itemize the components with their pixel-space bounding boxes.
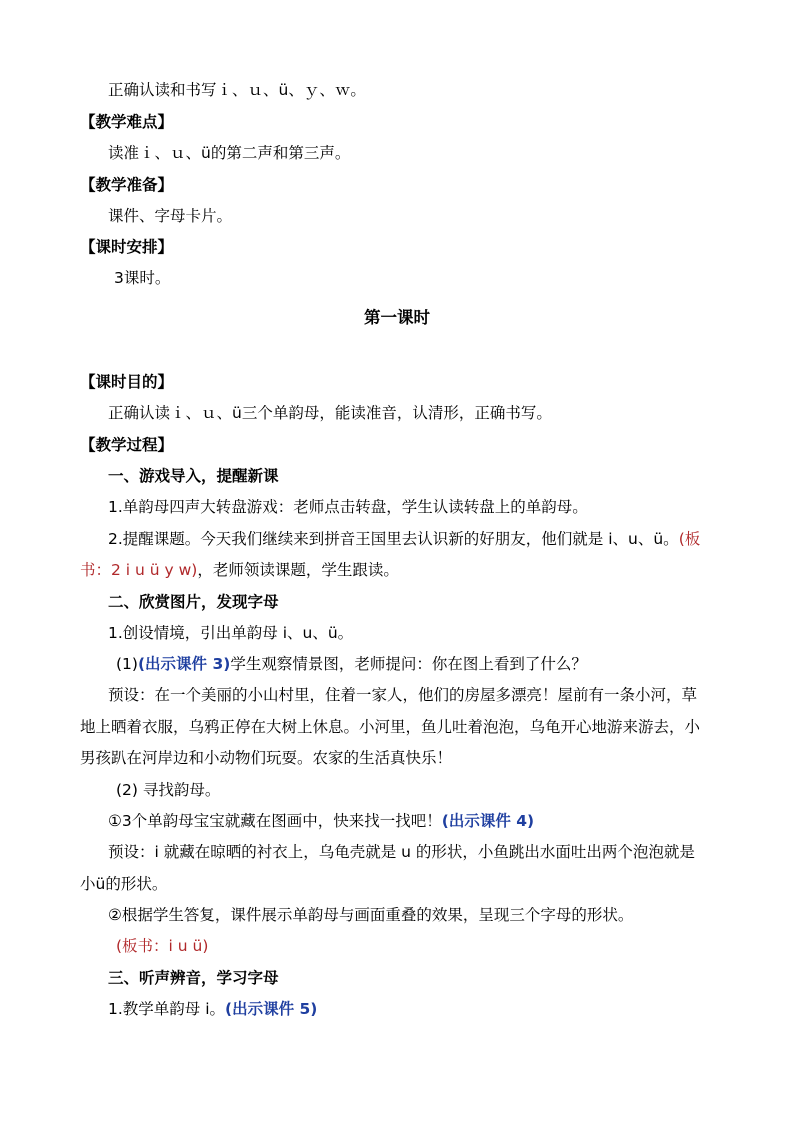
text-segment: ，老师领读课题，学生跟读。 [197, 561, 399, 579]
text-line: 男孩趴在河岸边和小动物们玩耍。农家的生活真快乐！ [80, 749, 453, 767]
text-line: 课件、字母卡片。 [108, 207, 233, 225]
text-line [80, 559, 399, 581]
text-line: 预设：i 就藏在晾晒的衬衣上，乌龟壳就是 u 的形状，小鱼跳出水面吐出两个泡泡就是 [108, 843, 695, 861]
text-segment: 1.教学单韵母 i。 [108, 1000, 226, 1018]
text-line: 小ü的形状。 [80, 875, 168, 893]
section-heading: 【教学过程】 [80, 436, 174, 454]
text-line: 预设：在一个美丽的小山村里，住着一家人，他们的房屋多漂亮！屋前有一条小河，草 [108, 686, 698, 704]
text-line: 正确认读ｉ、ｕ、ü三个单韵母，能读准音，认清形，正确书写。 [108, 404, 552, 422]
courseware-note: (出示课件 5) [225, 1000, 318, 1018]
page-title: 第一课时 [364, 308, 430, 327]
text-line: 地上晒着衣服，乌鸦正停在大树上休息。小河里，鱼儿吐着泡泡，乌龟开心地游来游去，小 [80, 718, 701, 736]
text-segment: (1) [116, 655, 138, 673]
text-line: (2) 寻找韵母。 [116, 781, 221, 799]
courseware-note: (出示课件 3) [137, 655, 231, 673]
text-segment: 2.提醒课题。今天我们继续来到拼音王国里去认识新的好朋友，他们就是 i、u、ü。 [108, 530, 679, 548]
subsection-heading: 二、欣赏图片，发现字母 [108, 593, 279, 611]
text-line [108, 810, 534, 832]
courseware-note: (出示课件 4) [441, 812, 535, 830]
text-line: 读准ｉ、ｕ、ü的第二声和第三声。 [108, 144, 351, 162]
text-line [108, 998, 317, 1020]
board-note: 书：2 i u ü y w) [80, 561, 198, 579]
board-note: (板 [678, 530, 701, 548]
text-line: 3课时。 [114, 269, 171, 287]
text-segment: ①3个单韵母宝宝就藏在图画中，快来找一找吧！ [108, 812, 442, 830]
section-heading: 【教学难点】 [80, 113, 174, 131]
text-line [116, 653, 587, 675]
section-heading: 【课时目的】 [80, 373, 174, 391]
text-line [108, 528, 700, 550]
subsection-heading: 一、游戏导入，提醒新课 [108, 467, 279, 485]
text-line: ②根据学生答复，课件展示单韵母与画面重叠的效果，呈现三个字母的形状。 [108, 906, 634, 924]
subsection-heading: 三、听声辨音，学习字母 [108, 969, 279, 987]
text-segment: 学生观察情景图，老师提问：你在图上看到了什么？ [230, 655, 587, 673]
text-line: 正确认读和书写ｉ、ｕ、ü、ｙ、ｗ。 [108, 81, 366, 99]
text-line: 1.创设情境，引出单韵母 i、u、ü。 [108, 624, 354, 642]
text-line: 1.单韵母四声大转盘游戏：老师点击转盘，学生认读转盘上的单韵母。 [108, 498, 588, 516]
board-note: (板书：i u ü) [116, 937, 209, 955]
section-heading: 【教学准备】 [80, 176, 174, 194]
section-heading: 【课时安排】 [80, 238, 174, 256]
